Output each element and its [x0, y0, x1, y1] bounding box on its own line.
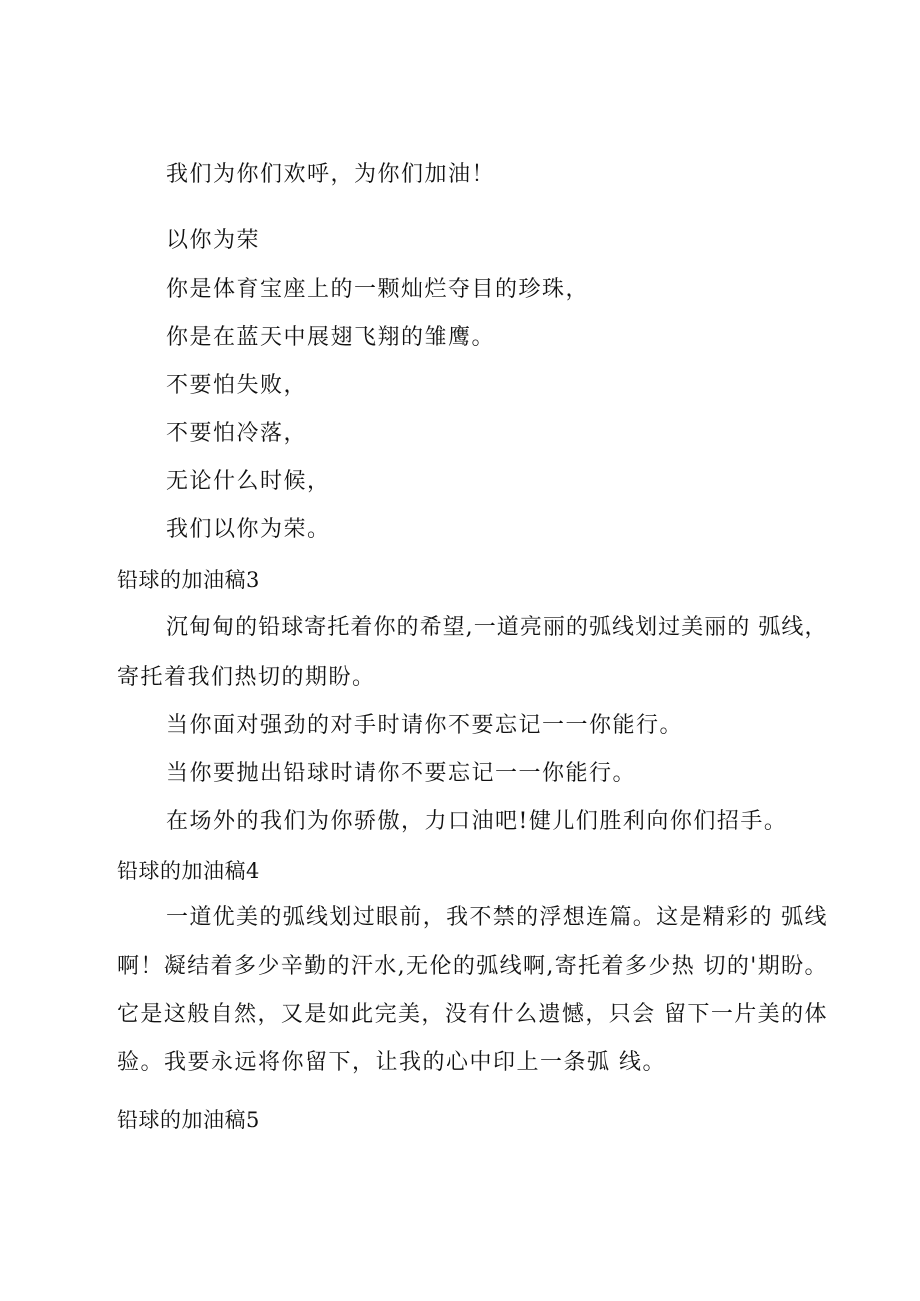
poem-line: 无论什么时候，	[166, 469, 331, 494]
poem-line: 我们以你为荣。	[166, 517, 331, 542]
paragraph-line: 它是这般自然，又是如此完美，没有什么遗憾，只会 留下一片美的体	[117, 1002, 827, 1027]
poem-line: 你是体育宝座上的一颗灿烂夺目的珍珠，	[166, 277, 590, 302]
poem-title: 以你为荣	[166, 228, 261, 253]
section-heading-4: 铅球的加油稿4	[117, 859, 260, 883]
poem-line: 你是在蓝天中展翅飞翔的雏鹰。	[166, 325, 496, 350]
paragraph-line: 啊！凝结着多少辛勤的汗水,无伦的弧线啊,寄托着多少热 切的'期盼。	[117, 954, 827, 979]
paragraph: 在场外的我们为你骄傲，力口油吧!健儿们胜利向你们招手。	[166, 809, 788, 834]
section-heading-3: 铅球的加油稿3	[117, 568, 260, 592]
poem-line: 不要怕失败，	[166, 373, 308, 398]
paragraph-line: 沉甸甸的铅球寄托着你的希望,一道亮丽的弧线划过美丽的 弧线，	[166, 615, 827, 640]
poem-line: 不要怕冷落，	[166, 421, 308, 446]
paragraph: 当你要抛出铅球时请你不要忘记一一你能行。	[166, 761, 637, 786]
paragraph-line: 验。我要永远将你留下，让我的心中印上一条弧 线。	[117, 1050, 666, 1075]
paragraph-line: 一道优美的弧线划过眼前，我不禁的浮想连篇。这是精彩的 弧线	[166, 905, 827, 930]
paragraph: 当你面对强劲的对手时请你不要忘记一一你能行。	[166, 713, 684, 738]
paragraph-line: 寄托着我们热切的期盼。	[117, 665, 376, 690]
poem-line-cheer: 我们为你们欢呼，为你们加油！	[166, 162, 496, 187]
section-heading-5: 铅球的加油稿5	[117, 1108, 260, 1132]
